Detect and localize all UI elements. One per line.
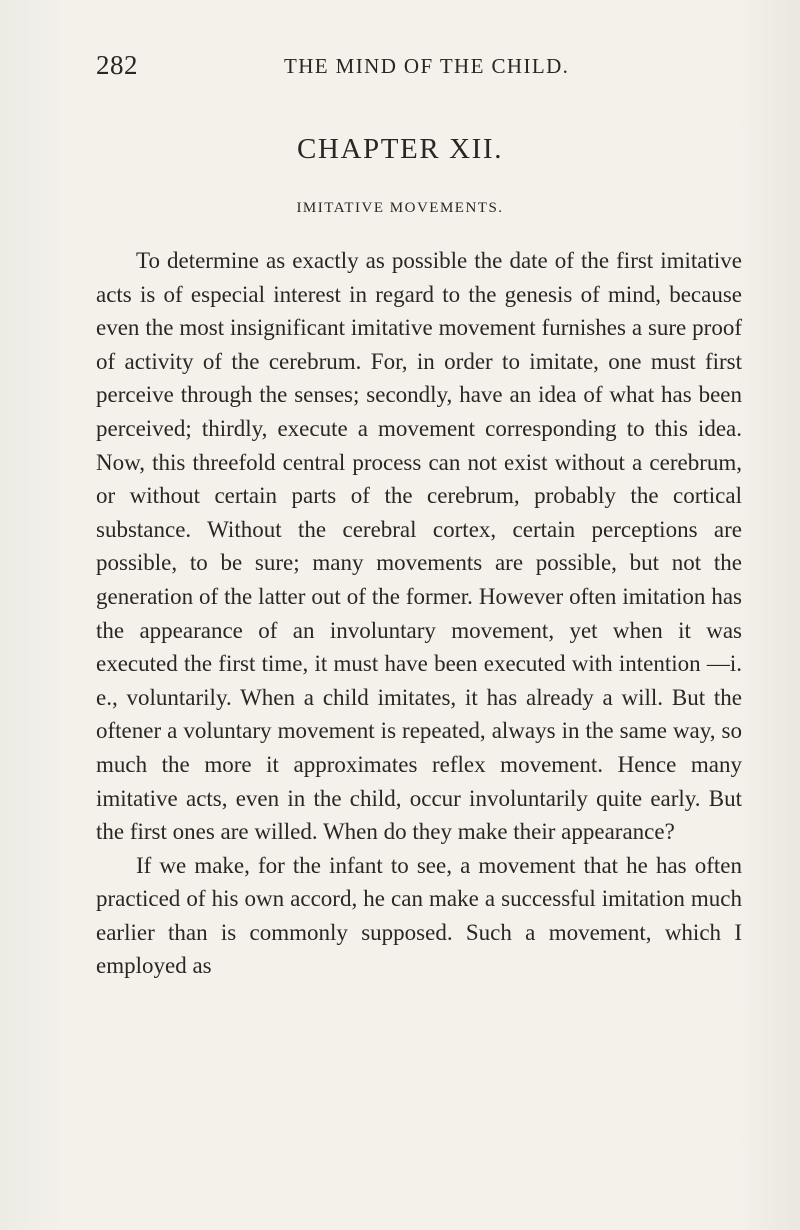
- paragraph-1: To determine as exactly as possible the date of the first imitative acts is of especial interest in regard to the genesis of mind, because even the most insignificant imitative movement furnishes a sure proof of activity of the cerebrum. For, in order to imitate, one must first perceive through the senses; secondly, have an idea of what has been perceived; thirdly, execute a movement corresponding to this idea. Now, this threefold central process can not exist without a cerebrum, or without certain parts of the cerebrum, probably the cortical substance. Without the cerebral cortex, certain perceptions are possible, to be sure; many movements are possible, but not the generation of the latter out of the former. However often imitation has the appearance of an involuntary movement, yet when it was executed the first time, it must have been executed with intention —i. e., voluntarily. When a child imitates, it has already a will. But the oftener a voluntary movement is repeated, always in the same way, so much the more it approximates reflex movement. Hence many imitative acts, even in the child, occur involuntarily quite early. But the first ones are willed. When do they make their appearance?: [96, 248, 742, 845]
- running-title: THE MIND OF THE CHILD.: [284, 54, 570, 78]
- running-head: [96, 50, 736, 80]
- paragraph-2: If we make, for the infant to see, a movement that he has often practiced of his own accord, he can make a successful imitation much earlier than is commonly supposed. Such a movement, which I employed as: [96, 852, 742, 979]
- body-text: [96, 244, 742, 983]
- chapter-title: CHAPTER XII.: [296, 133, 504, 165]
- section-title: IMITATIVE MOVEMENTS.: [296, 200, 504, 216]
- page-number: 282: [96, 50, 138, 80]
